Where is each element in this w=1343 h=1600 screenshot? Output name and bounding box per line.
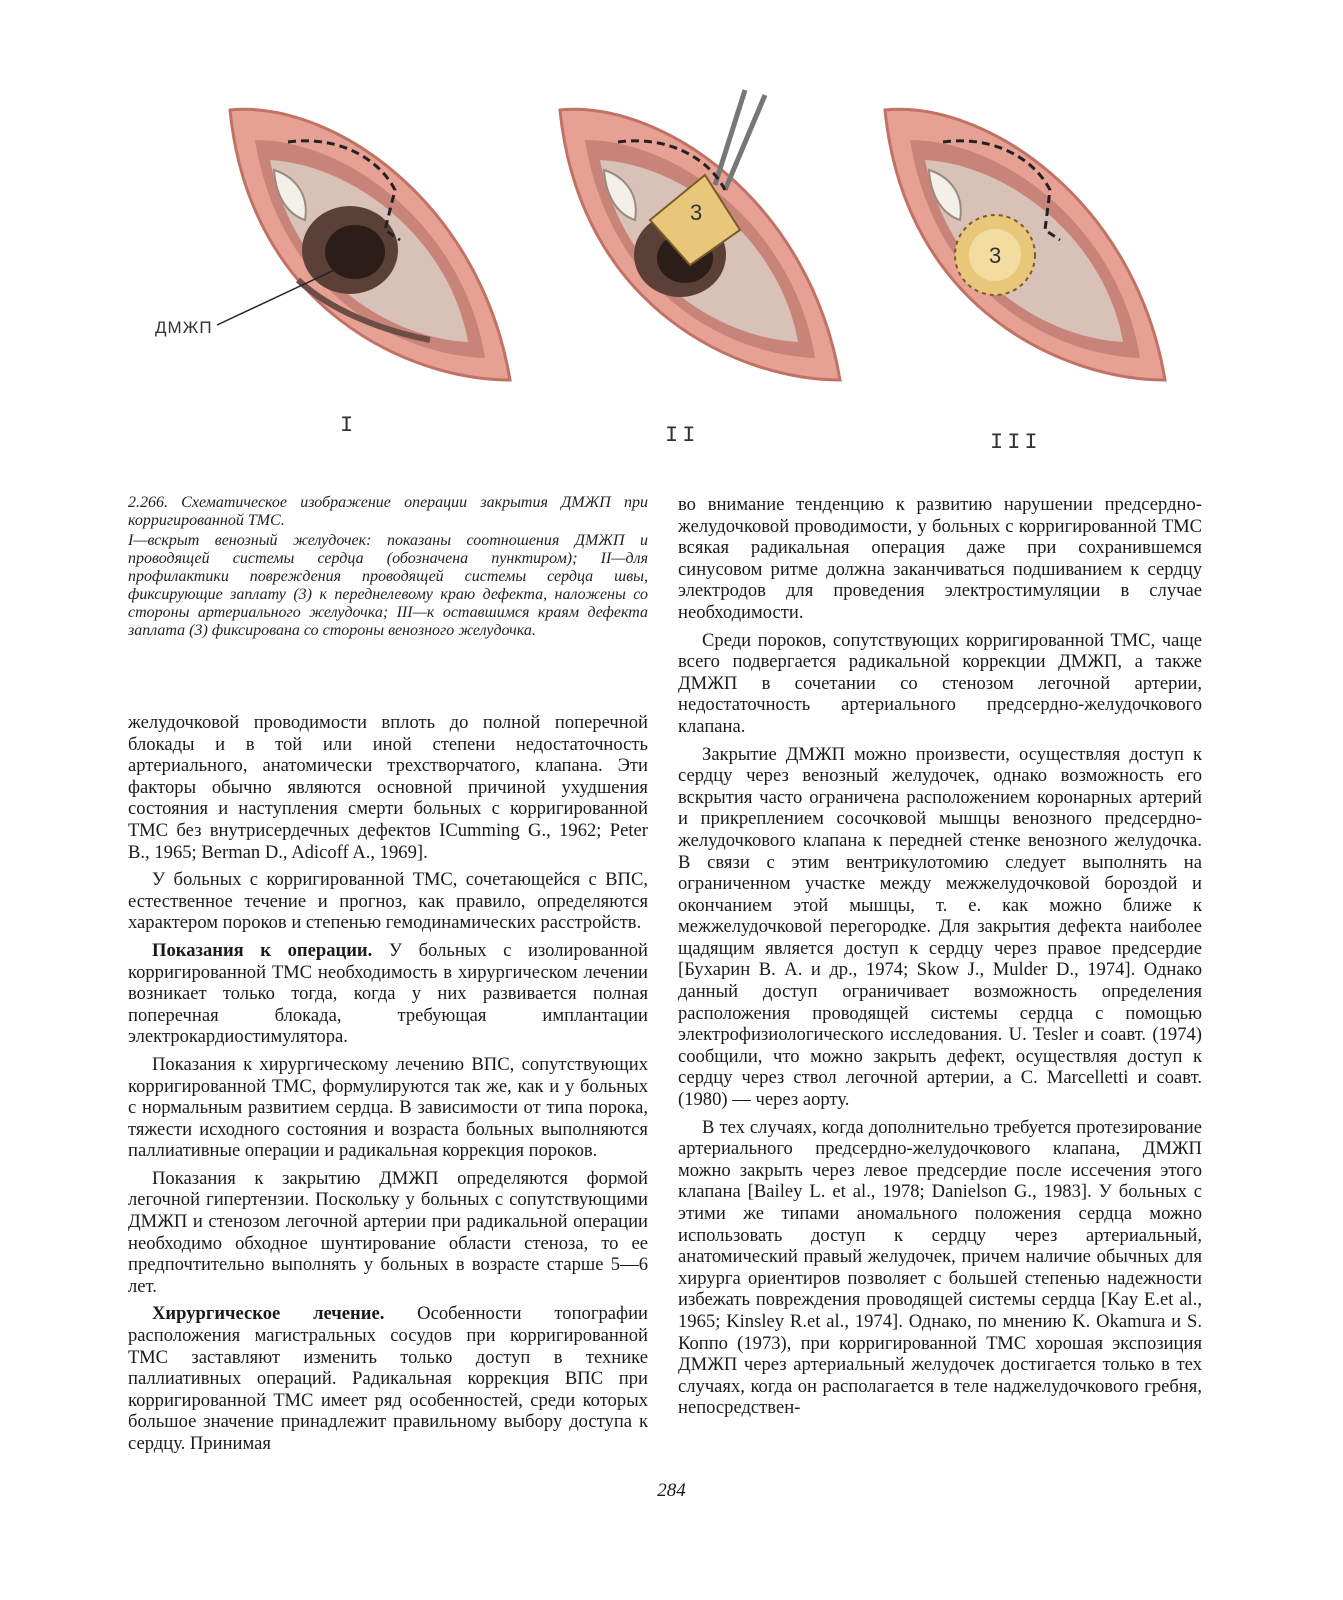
- left-paragraph-6: Хирургическое лечение. Особенности топографии расположения магистральных сосудов при корригированной ТМС заставляют изменить только доступ в технике паллиативных операций. Радикальная коррекция ВПС при корригированной ТМС имеет ряд особенностей, среди которых большое значение принадлежит правильному выбору доступа к сердцу. Принимая: [128, 1303, 648, 1454]
- panel-1-label: I: [340, 413, 358, 438]
- right-paragraph-1: во внимание тенденцию к развитию нарушении предсердно-желудочковой проводимости, у больных с корригированной ТМС всякая радикальная операция даже при сохранившемся синусовом ритме должна заканчиваться подшиванием к сердцу электродов для проведения электростимуляции в случае необходимости.: [678, 494, 1202, 623]
- left-paragraph-4: Показания к хирургическому лечению ВПС, сопутствующих корригированной ТМС, формулируются так же, как и у больных с нормальным развитием сердца. В зависимости от типа порока, тяжести исходного состояния и возраста больных выполняются паллиативные операции и радикальная коррекция пороков.: [128, 1053, 648, 1162]
- right-column: [678, 494, 1202, 1425]
- vsd-pointer-line: [215, 260, 355, 330]
- left-paragraph-2: У больных с корригированной ТМС, сочетающейся с ВПС, естественное течение и прогноз, как правило, определяются характером пороков и степенью гемодинамических расстройств.: [128, 869, 648, 934]
- right-paragraph-2: Среди пороков, сопутствующих корригированной ТМС, чаще всего подвергается радикальной коррекции ДМЖП, а также ДМЖП в сочетании со стенозом легочной артерии, недостаточность артериального предсердно-желудочкового клапана.: [678, 629, 1202, 737]
- patch-label: 3: [690, 200, 703, 225]
- left-paragraph-5: Показания к закрытию ДМЖП определяются формой легочной гипертензии. Поскольку у больных с сопутствующими ДМЖП и стенозом легочной артерии при радикальной операции необходимо обходное шунтирование области стеноза, то ее предпочтительно выполнять у больных в возрасте старше 5—6 лет.: [128, 1167, 648, 1297]
- panel-1-illustration: [210, 80, 530, 390]
- figure-caption: [128, 494, 648, 642]
- left-paragraph-3: Показания к операции. У больных с изолированной корригированной ТМС необходимость в хирургическом лечении возникает только тогда, когда у них развивается полная поперечная блокада, требующая имплантации электрокардиостимулятора.: [128, 939, 648, 1048]
- vsd-annotation-label: ДМЖП: [155, 318, 213, 337]
- section-heading-indications: Показания к операции.: [152, 939, 373, 961]
- right-paragraph-4: В тех случаях, когда дополнительно требуется протезирование артериального предсердно-желудочкового клапана, ДМЖП можно закрыть через левое предсердие после иссечения этого клапана [Bailey L. et al., 1978; Danielson G., 1983]. У больных с этими же типами аномального положения сердца можно использовать доступ к сердцу через артериальный, анатомический правый желудочек, причем наличие обычных для хирурга ориентиров позволяет с большей степенью надежности избежать повреждения проводящей системы сердца [Kay E.et al., 1965; Kinsley R.et al., 1974]. Однако, по мнению K. Okamura и S. Коппо (1973), при корригированной ТМС хорошая экспозиция ДМЖП через артериальный желудочек достигается только в тех случаях, когда он располагается в теле наджелудочкового гребня, непосредствен-: [678, 1116, 1202, 1419]
- left-column: [128, 712, 648, 1461]
- page-number: 284: [657, 1480, 686, 1501]
- section-heading-surgery: Хирургическое лечение.: [152, 1303, 385, 1325]
- caption-title: 2.266. Схематическое изображение операции закрытия ДМЖП при корригированной ТМС.: [128, 494, 648, 529]
- left-paragraph-1: желудочковой проводимости вплоть до полной поперечной блокады и в той или иной степени недостаточность артериального, анатомически трехстворчатого, клапана. Эти факторы обычно являются основной причиной ухудшения состояния и наступления смерти больных с корригированной ТМС без внутрисердечных дефектов ICumming G., 1962; Peter B., 1965; Berman D., Adicoff A., 1969].: [128, 712, 648, 863]
- panel-2-label: II: [665, 423, 700, 448]
- patch-label: 3: [989, 243, 1002, 268]
- panel-3-label: III: [990, 430, 1042, 455]
- caption-body: I—вскрыт венозный желудочек: показаны соотношения ДМЖП и проводящей системы сердца (обозначена пунктиром); II—для профилактики повреждения проводящей системы сердца швы, фиксирующие заплату (3) к переднелевому краю дефекта, наложены со стороны артериального желудочка; III—к оставшимся краям дефекта заплата (3) фиксирована со стороны венозного желудочка.: [128, 532, 648, 639]
- surgical-figure: [120, 80, 1230, 480]
- right-paragraph-3: Закрытие ДМЖП можно произвести, осуществляя доступ к сердцу через венозный желудочек, однако возможность его вскрытия часто ограничена расположением коронарных артерий и прикреплением сосочковой мышцы венозного предсердно-желудочкового клапана к передней стенке венозного желудочка. В связи с этим вентрикулотомию следует выполнять на ограниченном участке между межжелудочковой бороздой и окончанием этой мышцы, т. е. как можно ближе к межжелудочковой перегородке. Для закрытия дефекта наиболее щадящим является доступ к сердцу через правое предсердие [Бухарин В. А. и др., 1974; Skow J., Mulder D., 1974]. Однако данный доступ ограничивает возможность определения расположения проводящей системы сердца с помощью электрофизиологического исследования. U. Tesler и соавт. (1974) сообщили, что можно закрыть дефект, осуществляя доступ к сердцу через ствол легочной артерии, а C. Marcelletti и соавт. (1980) — через аорту.: [678, 743, 1202, 1111]
- panel-3-illustration: [865, 80, 1185, 390]
- panel-2-illustration: [540, 80, 860, 390]
